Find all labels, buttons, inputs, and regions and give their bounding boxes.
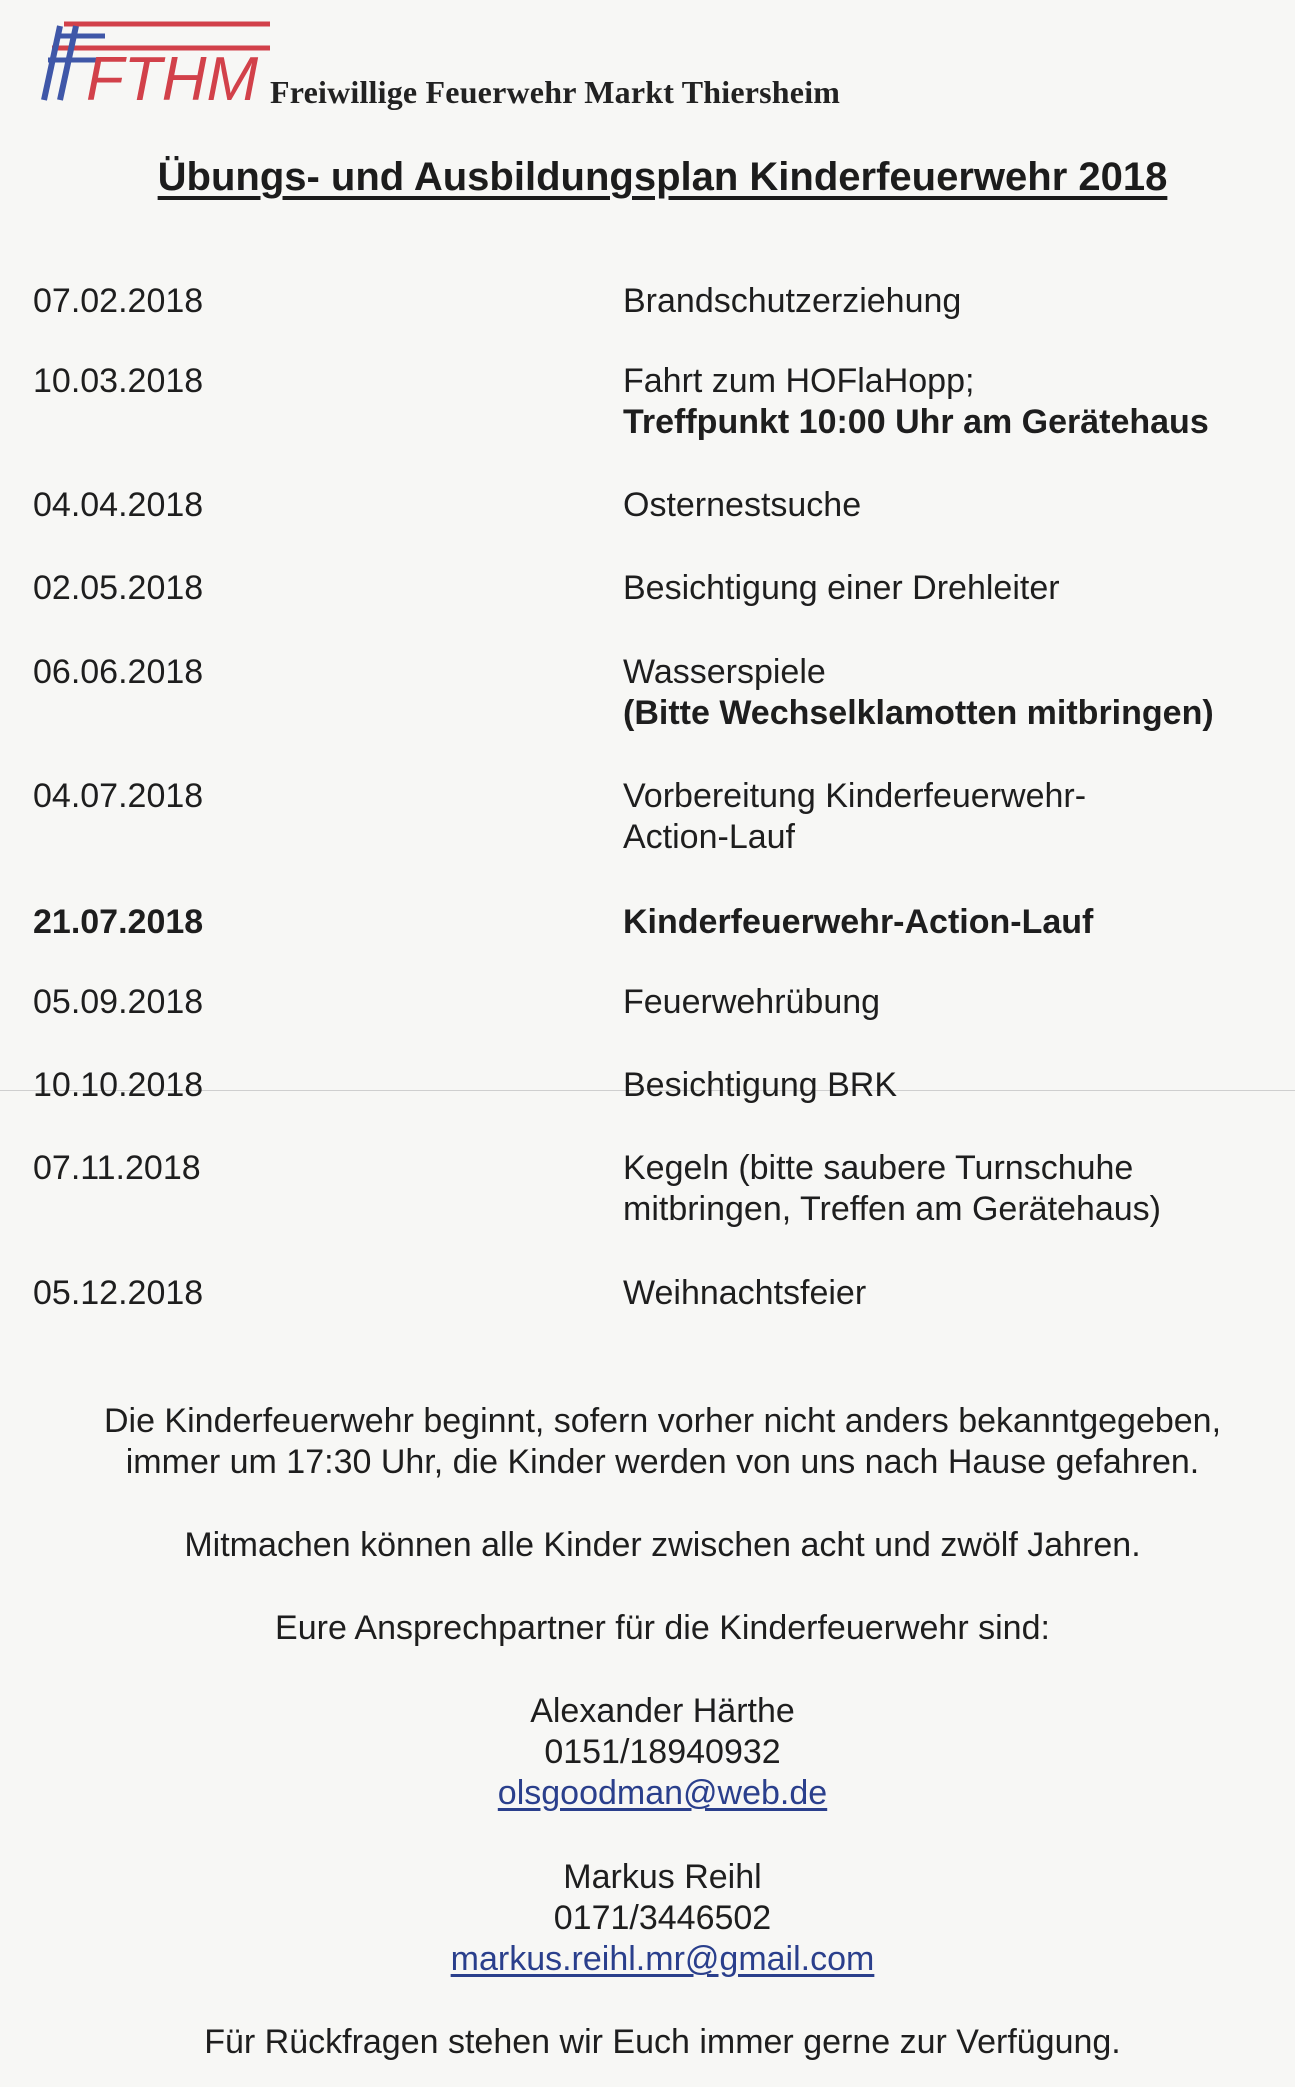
info-line: immer um 17:30 Uhr, die Kinder werden von uns nach Hause gefahren. (125, 1443, 1200, 1481)
schedule-event (623, 361, 1283, 443)
schedule-date: 06.06.2018 (33, 653, 204, 691)
event-title: Besichtigung BRK (623, 1066, 898, 1104)
event-title: Brandschutzerziehung (623, 282, 962, 320)
schedule-event (623, 1065, 1283, 1106)
event-title: Kinderfeuerwehr-Action-Lauf (623, 903, 1094, 941)
schedule-date: 05.12.2018 (33, 1274, 204, 1312)
schedule-event (623, 485, 1283, 526)
schedule-date: 07.02.2018 (33, 282, 204, 320)
info-line: Die Kinderfeuerwehr beginnt, sofern vorher nicht anders bekanntgegeben, (103, 1402, 1222, 1440)
schedule-event (623, 1273, 1283, 1314)
schedule-event (623, 1148, 1283, 1230)
contact-email-link[interactable]: markus.reihl.mr@gmail.com (450, 1940, 875, 1978)
contact-phone: 0151/18940932 (544, 1733, 781, 1771)
event-title: Besichtigung einer Drehleiter (623, 569, 1060, 607)
schedule-date: 21.07.2018 (33, 903, 204, 941)
schedule-event (623, 652, 1283, 734)
schedule-event (623, 568, 1283, 609)
event-title: Kegeln (bitte saubere Turnschuhe (623, 1149, 1134, 1187)
age-info: Mitmachen können alle Kinder zwischen acht und zwölf Jahren. (184, 1526, 1141, 1564)
contact-name: Markus Reihl (563, 1858, 762, 1896)
schedule-event (623, 982, 1283, 1023)
contact-email-link[interactable]: olsgoodman@web.de (497, 1774, 828, 1812)
footer-note: Für Rückfragen stehen wir Euch immer gerne zur Verfügung. (204, 2023, 1121, 2061)
organization-name: Freiwillige Feuerwehr Markt Thiersheim (270, 74, 841, 110)
fthm-logo (30, 18, 275, 110)
contact-name: Alexander Härthe (530, 1692, 795, 1730)
event-note: Treffpunkt 10:00 Uhr am Gerätehaus (623, 403, 1209, 441)
contact-block (0, 1857, 1295, 1980)
schedule-date: 02.05.2018 (33, 569, 204, 607)
event-title-line2: Action-Lauf (623, 818, 795, 856)
page-title: Übungs- und Ausbildungsplan Kinderfeuerwehr 2018 (157, 155, 1168, 199)
event-note: (Bitte Wechselklamotten mitbringen) (623, 694, 1214, 732)
logo-letters: FTHM (86, 45, 259, 110)
event-title: Vorbereitung Kinderfeuerwehr- (623, 777, 1087, 815)
schedule-event (623, 281, 1283, 322)
schedule-date: 04.07.2018 (33, 777, 204, 815)
event-title: Osternestsuche (623, 486, 862, 524)
schedule-date: 10.10.2018 (33, 1066, 204, 1104)
schedule-date: 05.09.2018 (33, 983, 204, 1021)
schedule-event (623, 902, 1283, 943)
event-title: Weihnachtsfeier (623, 1274, 867, 1312)
contact-phone: 0171/3446502 (553, 1899, 772, 1937)
start-time-info (0, 1401, 1295, 1483)
contacts-intro: Eure Ansprechpartner für die Kinderfeuerwehr sind: (275, 1609, 1050, 1647)
schedule-date: 04.04.2018 (33, 486, 204, 524)
contact-block (0, 1691, 1295, 1814)
schedule-event (623, 776, 1283, 858)
schedule-date: 10.03.2018 (33, 362, 204, 400)
event-title: Wasserspiele (623, 653, 826, 691)
schedule-date: 07.11.2018 (33, 1149, 201, 1187)
event-title-line2: mitbringen, Treffen am Gerätehaus) (623, 1190, 1161, 1228)
event-title: Feuerwehrübung (623, 983, 881, 1021)
event-title: Fahrt zum HOFlaHopp; (623, 362, 975, 400)
